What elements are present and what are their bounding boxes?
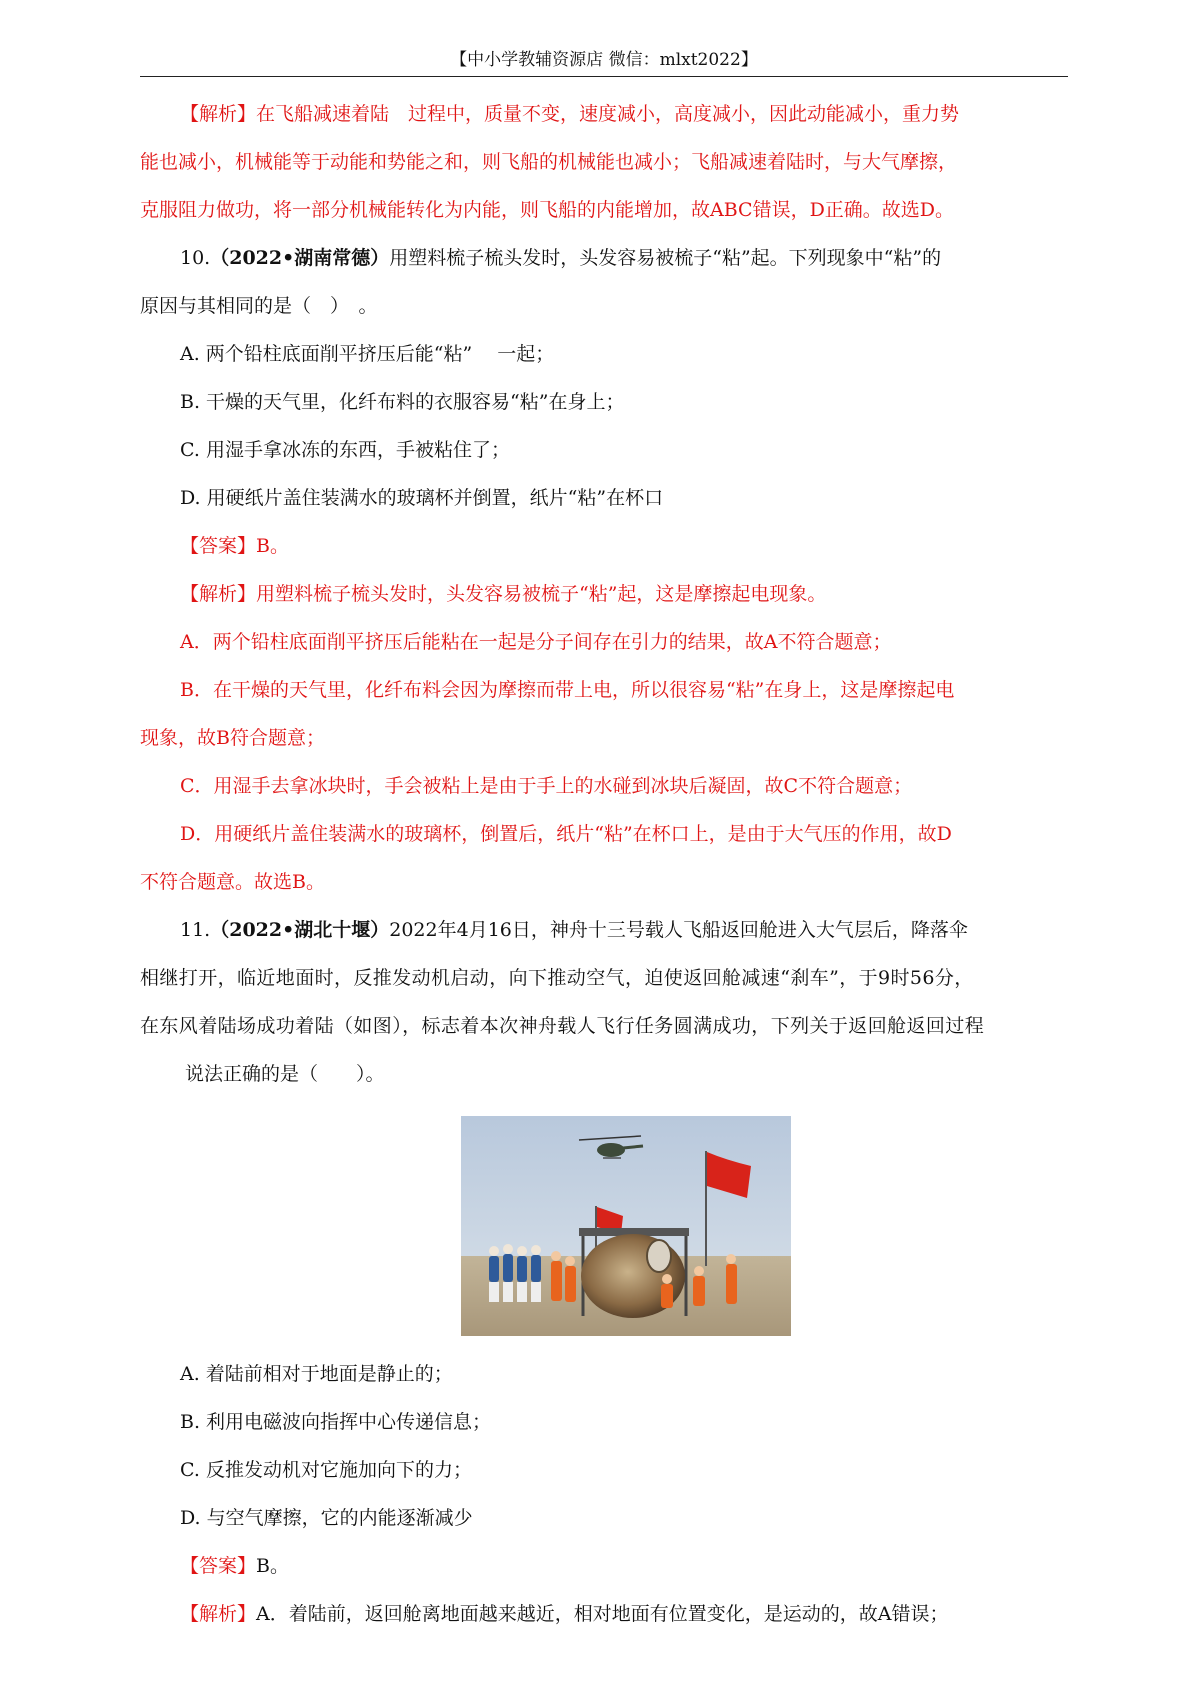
q11-option-a: A. 着陆前相对于地面是静止的； bbox=[180, 1363, 453, 1385]
q11-stem-line-3: 在东风着陆场成功着陆（如图），标志着本次神舟载人飞行任务圆满成功，下列关于返回舱返回过程 bbox=[140, 1015, 985, 1037]
q11-analysis-line-1 bbox=[140, 1590, 1068, 1638]
q10-answer-value: B。 bbox=[256, 535, 289, 557]
q10-analysis-line-2: A．两个铅柱底面削平挤压后能粘在一起是分子间存在引力的结果，故A不符合题意； bbox=[180, 631, 892, 653]
q10-option-c: C. 用湿手拿冰冻的东西，手被粘住了； bbox=[180, 439, 510, 461]
page-header: 【中小学教辅资源店 微信：mlxt2022】 bbox=[450, 50, 758, 70]
q11-answer-label: 【答案】 bbox=[180, 1555, 257, 1577]
q11-analysis-label: 【解析】 bbox=[180, 1603, 257, 1625]
q9-analysis-line-1: 【解析】在飞船减速着陆 过程中，质量不变，速度减小，高度减小，因此动能减小，重力势 bbox=[180, 103, 960, 125]
q10-source: （2022•湖南常德） bbox=[210, 247, 390, 269]
q10-answer-label: 【答案】 bbox=[180, 535, 257, 557]
q10-analysis-line-4: 现象，故B符合题意； bbox=[140, 727, 325, 749]
q11-answer bbox=[140, 1542, 1068, 1590]
q11-number: 11. bbox=[180, 919, 211, 941]
q10-option-b: B. 干燥的天气里，化纤布料的衣服容易“粘”在身上； bbox=[180, 391, 625, 413]
q10-stem-line-1 bbox=[140, 234, 1068, 282]
q10-stem-line-2: 原因与其相同的是（ ） 。 bbox=[140, 295, 378, 317]
q10-number: 10. bbox=[180, 247, 211, 269]
q11-option-b: B. 利用电磁波向指挥中心传递信息； bbox=[180, 1411, 492, 1433]
q11-stem-line-4: 说法正确的是（ ）。 bbox=[185, 1063, 385, 1085]
q10-answer bbox=[140, 522, 1068, 570]
capsule-landing-photo bbox=[461, 1116, 791, 1336]
q10-option-a: A. 两个铅柱底面削平挤压后能“粘” 一起； bbox=[180, 343, 555, 365]
q9-analysis-line-3: 克服阻力做功，将一部分机械能转化为内能，则飞船的内能增加，故ABC错误，D正确。故选D。 bbox=[140, 199, 955, 221]
document-body bbox=[140, 90, 1068, 1638]
q11-stem: 2022年4月16日，神舟十三号载人飞船返回舱进入大气层后，降落伞 bbox=[389, 919, 968, 941]
q11-option-d: D. 与空气摩擦，它的内能逐渐减少 bbox=[180, 1507, 473, 1529]
q10-analysis-line-7: 不符合题意。故选B。 bbox=[140, 871, 325, 893]
q9-analysis-line-2: 能也减小，机械能等于动能和势能之和，则飞船的机械能也减小；飞船减速着陆时，与大气摩擦， bbox=[140, 151, 958, 173]
q11-source: （2022•湖北十堰） bbox=[210, 919, 390, 941]
q11-answer-value: B。 bbox=[256, 1555, 289, 1577]
q10-analysis-line-3: B．在干燥的天气里，化纤布料会因为摩擦而带上电，所以很容易“粘”在身上，这是摩擦起电 bbox=[180, 679, 955, 701]
q11-stem-line-2: 相继打开，临近地面时，反推发动机启动，向下推动空气，迫使返回舱减速“刹车”，于9时56分， bbox=[140, 967, 974, 989]
q11-option-c: C. 反推发动机对它施加向下的力； bbox=[180, 1459, 472, 1481]
q10-analysis-line-6: D．用硬纸片盖住装满水的玻璃杯，倒置后，纸片“粘”在杯口上，是由于大气压的作用，故D bbox=[180, 823, 952, 845]
q11-analysis-text: A．着陆前，返回舱离地面越来越近，相对地面有位置变化，是运动的，故A错误； bbox=[256, 1603, 949, 1625]
q10-analysis-line-1: 【解析】用塑料梳子梳头发时，头发容易被梳子“粘”起，这是摩擦起电现象。 bbox=[180, 583, 827, 605]
header-divider bbox=[140, 76, 1068, 77]
q10-option-d: D. 用硬纸片盖住装满水的玻璃杯并倒置，纸片“粘”在杯口 bbox=[180, 487, 664, 509]
q11-stem-line-1 bbox=[140, 906, 1068, 954]
q10-stem: 用塑料梳子梳头发时，头发容易被梳子“粘”起。下列现象中“粘”的 bbox=[389, 247, 942, 269]
q10-analysis-line-5: C．用湿手去拿冰块时，手会被粘上是由于手上的水碰到冰块后凝固，故C不符合题意； bbox=[180, 775, 913, 797]
